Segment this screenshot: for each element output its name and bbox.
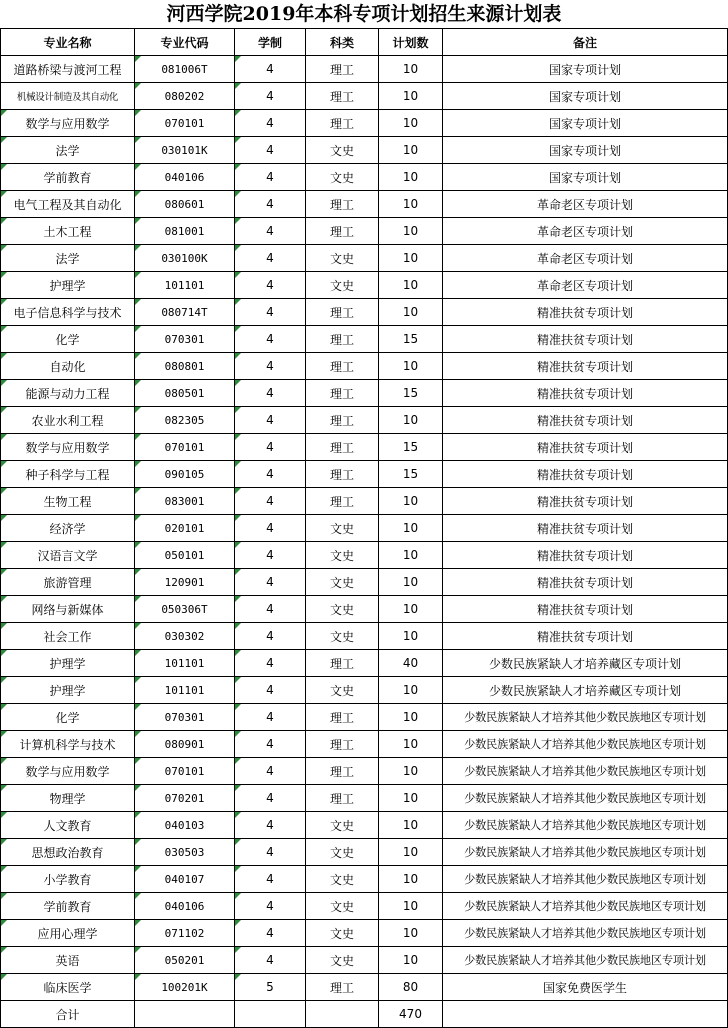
major-name-cell[interactable]: 学前教育	[1, 893, 135, 920]
duration-cell[interactable]: 4	[235, 353, 306, 380]
table-row	[1, 299, 728, 326]
table-row	[1, 110, 728, 137]
major-code-cell[interactable]: 030101K	[135, 137, 235, 164]
plan-count-cell[interactable]: 10	[379, 947, 443, 974]
plan-count-cell[interactable]: 15	[379, 326, 443, 353]
major-code-cell[interactable]: 020101	[135, 515, 235, 542]
plan-count-cell[interactable]: 10	[379, 110, 443, 137]
major-code-cell[interactable]: 100201K	[135, 974, 235, 1001]
plan-count-cell[interactable]: 10	[379, 218, 443, 245]
category-cell[interactable]: 理工	[306, 299, 379, 326]
table-row	[1, 218, 728, 245]
duration-cell[interactable]: 4	[235, 704, 306, 731]
duration-cell[interactable]: 4	[235, 461, 306, 488]
duration-cell[interactable]: 4	[235, 218, 306, 245]
category-cell[interactable]: 理工	[306, 218, 379, 245]
major-code-cell[interactable]: 040103	[135, 812, 235, 839]
plan-count-cell[interactable]: 10	[379, 407, 443, 434]
table-row	[1, 623, 728, 650]
major-code-cell[interactable]: 101101	[135, 650, 235, 677]
table-row	[1, 434, 728, 461]
table-row	[1, 839, 728, 866]
category-cell[interactable]: 理工	[306, 434, 379, 461]
duration-cell[interactable]: 4	[235, 758, 306, 785]
category-cell[interactable]: 文史	[306, 947, 379, 974]
major-code-cell[interactable]: 081001	[135, 218, 235, 245]
major-name-cell[interactable]: 护理学	[1, 650, 135, 677]
remark-cell[interactable]: 少数民族紧缺人才培养其他少数民族地区专项计划	[443, 893, 728, 920]
category-cell[interactable]: 理工	[306, 488, 379, 515]
duration-cell[interactable]: 4	[235, 677, 306, 704]
plan-count-cell[interactable]: 10	[379, 569, 443, 596]
duration-cell[interactable]: 4	[235, 110, 306, 137]
table-row	[1, 137, 728, 164]
category-cell[interactable]: 理工	[306, 731, 379, 758]
category-cell[interactable]: 文史	[306, 164, 379, 191]
table-row	[1, 326, 728, 353]
table-row	[1, 596, 728, 623]
duration-cell[interactable]: 4	[235, 191, 306, 218]
major-name-cell[interactable]: 英语	[1, 947, 135, 974]
remark-cell[interactable]: 少数民族紧缺人才培养其他少数民族地区专项计划	[443, 866, 728, 893]
major-name-cell[interactable]: 小学教育	[1, 866, 135, 893]
major-name-cell[interactable]: 土木工程	[1, 218, 135, 245]
table-row	[1, 650, 728, 677]
major-name-cell[interactable]: 电气工程及其自动化	[1, 191, 135, 218]
remark-cell[interactable]: 革命老区专项计划	[443, 245, 728, 272]
remark-cell[interactable]: 精准扶贫专项计划	[443, 596, 728, 623]
table-row	[1, 758, 728, 785]
header-name[interactable]: 专业名称	[1, 29, 135, 56]
header-type[interactable]: 科类	[306, 29, 379, 56]
category-cell[interactable]: 文史	[306, 866, 379, 893]
total-count[interactable]: 470	[379, 1001, 443, 1028]
table-row	[1, 974, 728, 1001]
category-cell[interactable]: 文史	[306, 812, 379, 839]
major-name-cell[interactable]: 化学	[1, 326, 135, 353]
header-years[interactable]: 学制	[235, 29, 306, 56]
duration-cell[interactable]: 4	[235, 56, 306, 83]
major-name-cell[interactable]: 道路桥梁与渡河工程	[1, 56, 135, 83]
category-cell[interactable]: 理工	[306, 56, 379, 83]
duration-cell[interactable]: 4	[235, 434, 306, 461]
category-cell[interactable]: 文史	[306, 893, 379, 920]
plan-count-cell[interactable]: 10	[379, 677, 443, 704]
category-cell[interactable]: 文史	[306, 515, 379, 542]
category-cell[interactable]: 文史	[306, 569, 379, 596]
table-row	[1, 83, 728, 110]
duration-cell[interactable]: 4	[235, 812, 306, 839]
header-count[interactable]: 计划数	[379, 29, 443, 56]
total-row	[1, 1001, 728, 1028]
remark-cell[interactable]: 国家专项计划	[443, 164, 728, 191]
remark-cell[interactable]: 少数民族紧缺人才培养其他少数民族地区专项计划	[443, 785, 728, 812]
duration-cell[interactable]: 4	[235, 488, 306, 515]
table-row	[1, 866, 728, 893]
major-code-cell[interactable]: 101101	[135, 677, 235, 704]
plan-count-cell[interactable]: 10	[379, 785, 443, 812]
major-code-cell[interactable]: 040107	[135, 866, 235, 893]
remark-cell[interactable]: 精准扶贫专项计划	[443, 299, 728, 326]
remark-cell[interactable]: 精准扶贫专项计划	[443, 542, 728, 569]
major-name-cell[interactable]: 思想政治教育	[1, 839, 135, 866]
category-cell[interactable]: 理工	[306, 704, 379, 731]
major-name-cell[interactable]: 护理学	[1, 677, 135, 704]
major-code-cell[interactable]: 081006T	[135, 56, 235, 83]
page-title: 河西学院2019年本科专项计划招生来源计划表	[166, 3, 562, 25]
remark-cell[interactable]: 精准扶贫专项计划	[443, 569, 728, 596]
plan-count-cell[interactable]: 10	[379, 731, 443, 758]
table-row	[1, 812, 728, 839]
duration-cell[interactable]: 4	[235, 569, 306, 596]
remark-cell[interactable]: 国家专项计划	[443, 56, 728, 83]
major-name-cell[interactable]: 社会工作	[1, 623, 135, 650]
duration-cell[interactable]: 4	[235, 785, 306, 812]
table-row	[1, 272, 728, 299]
major-name-cell[interactable]: 应用心理学	[1, 920, 135, 947]
major-name-cell[interactable]: 能源与动力工程	[1, 380, 135, 407]
table-row	[1, 731, 728, 758]
category-cell[interactable]: 理工	[306, 353, 379, 380]
major-name-cell[interactable]: 数学与应用数学	[1, 110, 135, 137]
plan-count-cell[interactable]: 10	[379, 866, 443, 893]
table-row	[1, 542, 728, 569]
category-cell[interactable]: 理工	[306, 110, 379, 137]
remark-cell[interactable]: 国家专项计划	[443, 110, 728, 137]
plan-table	[0, 28, 728, 1028]
remark-cell[interactable]: 少数民族紧缺人才培养其他少数民族地区专项计划	[443, 947, 728, 974]
plan-count-cell[interactable]: 10	[379, 920, 443, 947]
plan-count-cell[interactable]: 15	[379, 461, 443, 488]
table-row	[1, 164, 728, 191]
major-code-cell[interactable]: 070301	[135, 326, 235, 353]
major-name-cell[interactable]: 机械设计制造及其自动化	[1, 83, 135, 110]
major-name-cell[interactable]: 法学	[1, 245, 135, 272]
category-cell[interactable]: 理工	[306, 83, 379, 110]
major-code-cell[interactable]: 080901	[135, 731, 235, 758]
duration-cell[interactable]: 4	[235, 164, 306, 191]
remark-cell[interactable]: 精准扶贫专项计划	[443, 353, 728, 380]
table-row	[1, 515, 728, 542]
remark-cell[interactable]: 精准扶贫专项计划	[443, 488, 728, 515]
category-cell[interactable]: 文史	[306, 542, 379, 569]
duration-cell[interactable]: 4	[235, 623, 306, 650]
table-row	[1, 488, 728, 515]
major-name-cell[interactable]: 网络与新媒体	[1, 596, 135, 623]
total-empty-cell[interactable]	[306, 1001, 379, 1028]
total-empty-cell[interactable]	[135, 1001, 235, 1028]
major-name-cell[interactable]: 经济学	[1, 515, 135, 542]
major-name-cell[interactable]: 旅游管理	[1, 569, 135, 596]
plan-count-cell[interactable]: 10	[379, 272, 443, 299]
table-row	[1, 677, 728, 704]
duration-cell[interactable]: 4	[235, 893, 306, 920]
plan-count-cell[interactable]: 10	[379, 839, 443, 866]
major-code-cell[interactable]: 120901	[135, 569, 235, 596]
total-empty-cell[interactable]	[443, 1001, 728, 1028]
table-row	[1, 893, 728, 920]
table-row	[1, 785, 728, 812]
duration-cell[interactable]: 4	[235, 299, 306, 326]
remark-cell[interactable]: 少数民族紧缺人才培养藏区专项计划	[443, 650, 728, 677]
major-code-cell[interactable]: 070301	[135, 704, 235, 731]
major-code-cell[interactable]: 050306T	[135, 596, 235, 623]
remark-cell[interactable]: 少数民族紧缺人才培养其他少数民族地区专项计划	[443, 758, 728, 785]
category-cell[interactable]: 理工	[306, 191, 379, 218]
duration-cell[interactable]: 4	[235, 731, 306, 758]
major-code-cell[interactable]: 030100K	[135, 245, 235, 272]
duration-cell[interactable]: 4	[235, 839, 306, 866]
plan-count-cell[interactable]: 10	[379, 758, 443, 785]
duration-cell[interactable]: 4	[235, 596, 306, 623]
duration-cell[interactable]: 4	[235, 245, 306, 272]
category-cell[interactable]: 文史	[306, 245, 379, 272]
major-name-cell[interactable]: 护理学	[1, 272, 135, 299]
total-label[interactable]: 合计	[1, 1001, 135, 1028]
plan-count-cell[interactable]: 10	[379, 83, 443, 110]
plan-count-cell[interactable]: 10	[379, 137, 443, 164]
major-name-cell[interactable]: 种子科学与工程	[1, 461, 135, 488]
duration-cell[interactable]: 4	[235, 947, 306, 974]
major-name-cell[interactable]: 数学与应用数学	[1, 758, 135, 785]
major-code-cell[interactable]: 040106	[135, 893, 235, 920]
major-code-cell[interactable]: 071102	[135, 920, 235, 947]
table-row	[1, 947, 728, 974]
duration-cell[interactable]: 4	[235, 866, 306, 893]
total-empty-cell[interactable]	[235, 1001, 306, 1028]
table-row	[1, 407, 728, 434]
remark-cell[interactable]: 国家免费医学生	[443, 974, 728, 1001]
plan-count-cell[interactable]: 10	[379, 515, 443, 542]
major-name-cell[interactable]: 数学与应用数学	[1, 434, 135, 461]
remark-cell[interactable]: 精准扶贫专项计划	[443, 623, 728, 650]
remark-cell[interactable]: 少数民族紧缺人才培养其他少数民族地区专项计划	[443, 704, 728, 731]
table-row	[1, 191, 728, 218]
major-name-cell[interactable]: 法学	[1, 137, 135, 164]
plan-count-cell[interactable]: 10	[379, 191, 443, 218]
table-row	[1, 380, 728, 407]
major-code-cell[interactable]: 050101	[135, 542, 235, 569]
remark-cell[interactable]: 少数民族紧缺人才培养其他少数民族地区专项计划	[443, 839, 728, 866]
category-cell[interactable]: 理工	[306, 974, 379, 1001]
remark-cell[interactable]: 革命老区专项计划	[443, 191, 728, 218]
category-cell[interactable]: 理工	[306, 785, 379, 812]
plan-count-cell[interactable]: 10	[379, 245, 443, 272]
category-cell[interactable]: 文史	[306, 623, 379, 650]
major-name-cell[interactable]: 生物工程	[1, 488, 135, 515]
duration-cell[interactable]: 4	[235, 920, 306, 947]
plan-count-cell[interactable]: 10	[379, 353, 443, 380]
category-cell[interactable]: 理工	[306, 326, 379, 353]
category-cell[interactable]: 理工	[306, 650, 379, 677]
plan-count-cell[interactable]: 15	[379, 434, 443, 461]
remark-cell[interactable]: 少数民族紧缺人才培养其他少数民族地区专项计划	[443, 920, 728, 947]
plan-count-cell[interactable]: 10	[379, 893, 443, 920]
table-row	[1, 569, 728, 596]
table-row	[1, 704, 728, 731]
major-code-cell[interactable]: 070101	[135, 110, 235, 137]
major-name-cell[interactable]: 学前教育	[1, 164, 135, 191]
major-name-cell[interactable]: 临床医学	[1, 974, 135, 1001]
plan-count-cell[interactable]: 10	[379, 164, 443, 191]
category-cell[interactable]: 理工	[306, 461, 379, 488]
major-name-cell[interactable]: 汉语言文学	[1, 542, 135, 569]
duration-cell[interactable]: 5	[235, 974, 306, 1001]
remark-cell[interactable]: 精准扶贫专项计划	[443, 461, 728, 488]
major-code-cell[interactable]: 070201	[135, 785, 235, 812]
remark-cell[interactable]: 国家专项计划	[443, 137, 728, 164]
remark-cell[interactable]: 革命老区专项计划	[443, 272, 728, 299]
major-name-cell[interactable]: 化学	[1, 704, 135, 731]
category-cell[interactable]: 理工	[306, 380, 379, 407]
header-code[interactable]: 专业代码	[135, 29, 235, 56]
major-code-cell[interactable]: 101101	[135, 272, 235, 299]
major-code-cell[interactable]: 080601	[135, 191, 235, 218]
duration-cell[interactable]: 4	[235, 515, 306, 542]
table-row	[1, 56, 728, 83]
major-name-cell[interactable]: 自动化	[1, 353, 135, 380]
major-name-cell[interactable]: 电子信息科学与技术	[1, 299, 135, 326]
header-row	[1, 29, 728, 56]
remark-cell[interactable]: 少数民族紧缺人才培养其他少数民族地区专项计划	[443, 731, 728, 758]
plan-count-cell[interactable]: 10	[379, 704, 443, 731]
major-name-cell[interactable]: 人文教育	[1, 812, 135, 839]
major-code-cell[interactable]: 080714T	[135, 299, 235, 326]
category-cell[interactable]: 文史	[306, 677, 379, 704]
major-code-cell[interactable]: 080501	[135, 380, 235, 407]
major-code-cell[interactable]: 040106	[135, 164, 235, 191]
duration-cell[interactable]: 4	[235, 326, 306, 353]
plan-count-cell[interactable]: 10	[379, 299, 443, 326]
major-code-cell[interactable]: 090105	[135, 461, 235, 488]
major-code-cell[interactable]: 080202	[135, 83, 235, 110]
major-name-cell[interactable]: 物理学	[1, 785, 135, 812]
plan-count-cell[interactable]: 10	[379, 488, 443, 515]
major-code-cell[interactable]: 080801	[135, 353, 235, 380]
major-name-cell[interactable]: 计算机科学与技术	[1, 731, 135, 758]
plan-count-cell[interactable]: 10	[379, 812, 443, 839]
category-cell[interactable]: 文史	[306, 920, 379, 947]
table-row	[1, 245, 728, 272]
major-code-cell[interactable]: 082305	[135, 407, 235, 434]
category-cell[interactable]: 理工	[306, 407, 379, 434]
table-row	[1, 461, 728, 488]
plan-count-cell[interactable]: 40	[379, 650, 443, 677]
plan-count-cell[interactable]: 15	[379, 380, 443, 407]
remark-cell[interactable]: 革命老区专项计划	[443, 218, 728, 245]
plan-count-cell[interactable]: 80	[379, 974, 443, 1001]
duration-cell[interactable]: 4	[235, 83, 306, 110]
major-code-cell[interactable]: 070101	[135, 434, 235, 461]
major-code-cell[interactable]: 070101	[135, 758, 235, 785]
table-row	[1, 920, 728, 947]
category-cell[interactable]: 文史	[306, 137, 379, 164]
major-code-cell[interactable]: 083001	[135, 488, 235, 515]
remark-cell[interactable]: 精准扶贫专项计划	[443, 326, 728, 353]
remark-cell[interactable]: 精准扶贫专项计划	[443, 515, 728, 542]
duration-cell[interactable]: 4	[235, 542, 306, 569]
remark-cell[interactable]: 少数民族紧缺人才培养其他少数民族地区专项计划	[443, 812, 728, 839]
category-cell[interactable]: 文史	[306, 596, 379, 623]
plan-count-cell[interactable]: 10	[379, 542, 443, 569]
major-code-cell[interactable]: 050201	[135, 947, 235, 974]
plan-count-cell[interactable]: 10	[379, 623, 443, 650]
major-code-cell[interactable]: 030302	[135, 623, 235, 650]
duration-cell[interactable]: 4	[235, 407, 306, 434]
duration-cell[interactable]: 4	[235, 272, 306, 299]
category-cell[interactable]: 文史	[306, 839, 379, 866]
remark-cell[interactable]: 精准扶贫专项计划	[443, 434, 728, 461]
duration-cell[interactable]: 4	[235, 137, 306, 164]
plan-count-cell[interactable]: 10	[379, 596, 443, 623]
major-name-cell[interactable]: 农业水利工程	[1, 407, 135, 434]
remark-cell[interactable]: 国家专项计划	[443, 83, 728, 110]
remark-cell[interactable]: 精准扶贫专项计划	[443, 407, 728, 434]
duration-cell[interactable]: 4	[235, 650, 306, 677]
category-cell[interactable]: 理工	[306, 758, 379, 785]
remark-cell[interactable]: 精准扶贫专项计划	[443, 380, 728, 407]
major-code-cell[interactable]: 030503	[135, 839, 235, 866]
duration-cell[interactable]: 4	[235, 380, 306, 407]
category-cell[interactable]: 文史	[306, 272, 379, 299]
remark-cell[interactable]: 少数民族紧缺人才培养藏区专项计划	[443, 677, 728, 704]
table-row	[1, 353, 728, 380]
plan-count-cell[interactable]: 10	[379, 56, 443, 83]
header-note[interactable]: 备注	[443, 29, 728, 56]
